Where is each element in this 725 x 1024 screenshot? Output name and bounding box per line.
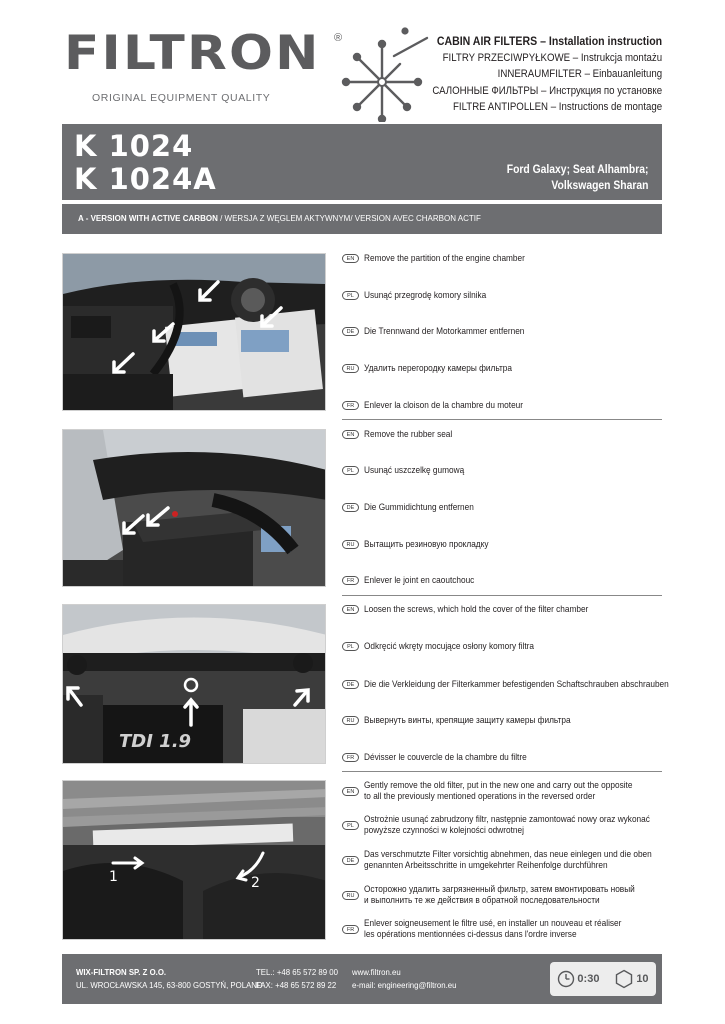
instruction-pl: Usunąć przegrodę komory silnika — [364, 290, 487, 300]
lang-badge: RU — [342, 716, 359, 725]
instruction-de: Das verschmutzte Filter vorsichtig abnehmen, das neue einlegen und die oben — [364, 849, 652, 859]
instruction-pl-2: powyższe czynności w kolejności odwrotnej — [364, 825, 524, 835]
instruction-ru: Вывернуть винты, крепящие защиту камеры фильтра — [364, 715, 571, 725]
instruction-fr: Enlever la cloison de la chambre du moteur — [364, 400, 524, 410]
lang-badge: RU — [342, 364, 359, 373]
instruction-fr: Dévisser le couvercle de la chambre du filtre — [364, 752, 527, 762]
step-2-arrows — [63, 430, 326, 587]
arrow-icon — [125, 516, 143, 532]
arrow-icon — [155, 324, 173, 340]
lang-badge: DE — [342, 327, 359, 336]
version-bar — [62, 204, 662, 234]
filtron-logo — [64, 26, 343, 104]
step-divider — [342, 595, 662, 596]
instruction-en: Remove the partition of the engine chamber — [364, 253, 525, 263]
clock-icon — [557, 970, 575, 988]
arrow-icon — [201, 282, 218, 299]
instruction-en-2: to all the previously mentioned operations in the reversed order — [364, 791, 596, 801]
arrow-icon — [149, 508, 168, 524]
arrow-icon — [69, 689, 81, 705]
step-divider — [342, 771, 662, 772]
lang-badge: DE — [342, 503, 359, 512]
marker-1-label: 1 — [109, 869, 118, 885]
vehicle-list — [506, 162, 648, 194]
step-3 — [62, 604, 669, 766]
title-ru: САЛОННЫЕ ФИЛЬТРЫ – Инструкция по установке — [432, 84, 662, 97]
fax-number: FAX: +48 65 572 89 22 — [256, 980, 337, 990]
lang-badge: FR — [342, 925, 359, 934]
website-link[interactable]: www.filtron.eu — [352, 967, 401, 977]
footer-company — [76, 966, 263, 992]
step-1 — [62, 253, 662, 415]
step-4-photo — [62, 780, 326, 940]
lang-badge: EN — [342, 787, 359, 796]
hex-wrench-icon — [614, 969, 634, 989]
step-2-photo — [62, 429, 326, 587]
arrow-icon — [115, 354, 133, 371]
vehicles-line-1: Ford Galaxy; Seat Alhambra; — [506, 164, 648, 176]
lang-badge: FR — [342, 753, 359, 762]
version-prefix: A - VERSION WITH ACTIVE CARBON — [78, 214, 218, 223]
instruction-de: Die Gummidichtung entfernen — [364, 502, 474, 512]
lang-badge: PL — [342, 291, 359, 300]
instruction-fr: Enlever le joint en caoutchouc — [364, 575, 475, 585]
instruction-de: Die die Verkleidung der Filterkammer befestigenden Schaftschrauben abschrauben — [364, 679, 669, 689]
product-band — [62, 124, 662, 200]
company-address: UL. WROCŁAWSKA 145, 63-800 GOSTYŃ, POLAND — [76, 980, 263, 990]
instruction-fr: Enlever soigneusement le filtre usé, en installer un nouveau et réaliser — [364, 918, 622, 928]
footer-phones — [256, 966, 338, 992]
step-2 — [62, 429, 662, 591]
phone-number: TEL.: +48 65 572 89 00 — [256, 967, 338, 977]
title-de: INNERAUMFILTER – Einbauanleitung — [497, 68, 662, 81]
instruction-ru: Осторожно удалить загрязненный фильтр, затем вмонтировать новый — [364, 884, 635, 894]
instruction-pl: Ostrożnie usunąć zabrudzony filtr, następnie zamontować nowy oraz wykonać — [364, 814, 650, 824]
title-pl: FILTRY PRZECIWPYŁKOWE – Instrukcja montażu — [442, 51, 662, 64]
step-4-arrows — [63, 781, 326, 940]
lang-badge: DE — [342, 856, 359, 865]
time-badge — [557, 970, 599, 988]
lang-badge: PL — [342, 642, 359, 651]
lang-badge: PL — [342, 821, 359, 830]
step-3-photo — [62, 604, 326, 764]
instruction-en: Remove the rubber seal — [364, 429, 453, 439]
title-block — [401, 33, 662, 116]
instruction-ru-2: и выполнить те же действия в обратной последовательности — [364, 895, 600, 905]
lang-badge: DE — [342, 680, 359, 689]
instruction-en: Gently remove the old filter, put in the new one and carry out the opposite — [364, 780, 633, 790]
lang-badge: FR — [342, 401, 359, 410]
product-code-2: K 1024A — [74, 162, 217, 196]
time-value: 0:30 — [577, 973, 600, 985]
instruction-pl: Usunąć uszczelkę gumową — [364, 465, 465, 475]
instruction-en: Loosen the screws, which hold the cover of the filter chamber — [364, 604, 589, 614]
lang-badge: RU — [342, 540, 359, 549]
brand-name: FILTRON — [64, 26, 321, 81]
step-1-arrows — [63, 254, 326, 411]
instruction-ru: Удалить перегородку камеры фильтра — [364, 363, 512, 373]
registered-mark: ® — [334, 32, 343, 44]
instruction-pl: Odkręcić wkręty mocujące osłony komory filtra — [364, 641, 535, 651]
instruction-ru: Вытащить резиновую прокладку — [364, 539, 489, 549]
step-4 — [62, 780, 662, 942]
tool-size: 10 — [636, 973, 649, 985]
company-name: WIX-FILTRON SP. Z O.O. — [76, 967, 167, 977]
email-link[interactable]: e-mail: engineering@filtron.eu — [352, 980, 457, 990]
lang-badge: FR — [342, 576, 359, 585]
lang-badge: EN — [342, 430, 359, 439]
step-1-photo — [62, 253, 326, 411]
lang-badge: PL — [342, 466, 359, 475]
lang-badge: EN — [342, 605, 359, 614]
lang-badge: RU — [342, 891, 359, 900]
instruction-de: Die Trennwand der Motorkammer entfernen — [364, 326, 525, 336]
marker-2-label: 2 — [251, 875, 260, 891]
instruction-de-2: genannten Arbeitsschritte in umgekehrter Reihenfolge durchführen — [364, 860, 608, 870]
title-fr: FILTRE ANTIPOLLEN – Instructions de montage — [452, 101, 662, 114]
footer-web — [352, 966, 456, 992]
lang-badge: EN — [342, 254, 359, 263]
footer — [62, 954, 662, 1004]
vehicles-line-2: Volkswagen Sharan — [550, 180, 648, 192]
work-badges — [550, 962, 656, 996]
version-rest: / WERSJA Z WĘGLEM AKTYWNYM/ VERSION AVEC CHARBON ACTIF — [217, 214, 481, 223]
tdi-label: TDI 1.9 — [119, 731, 192, 752]
brand-tagline: ORIGINAL EQUIPMENT QUALITY — [92, 92, 271, 104]
arrow-icon — [295, 691, 307, 705]
step-divider — [342, 419, 662, 420]
title-en: CABIN AIR FILTERS – Installation instruction — [436, 34, 662, 48]
arrow-icon — [263, 308, 281, 325]
tool-badge — [614, 969, 648, 989]
instruction-fr-2: les opérations mentionnées ci-dessus dans l'ordre inverse — [364, 929, 577, 939]
product-code-1: K 1024 — [74, 129, 194, 163]
step-3-arrows — [63, 605, 326, 764]
